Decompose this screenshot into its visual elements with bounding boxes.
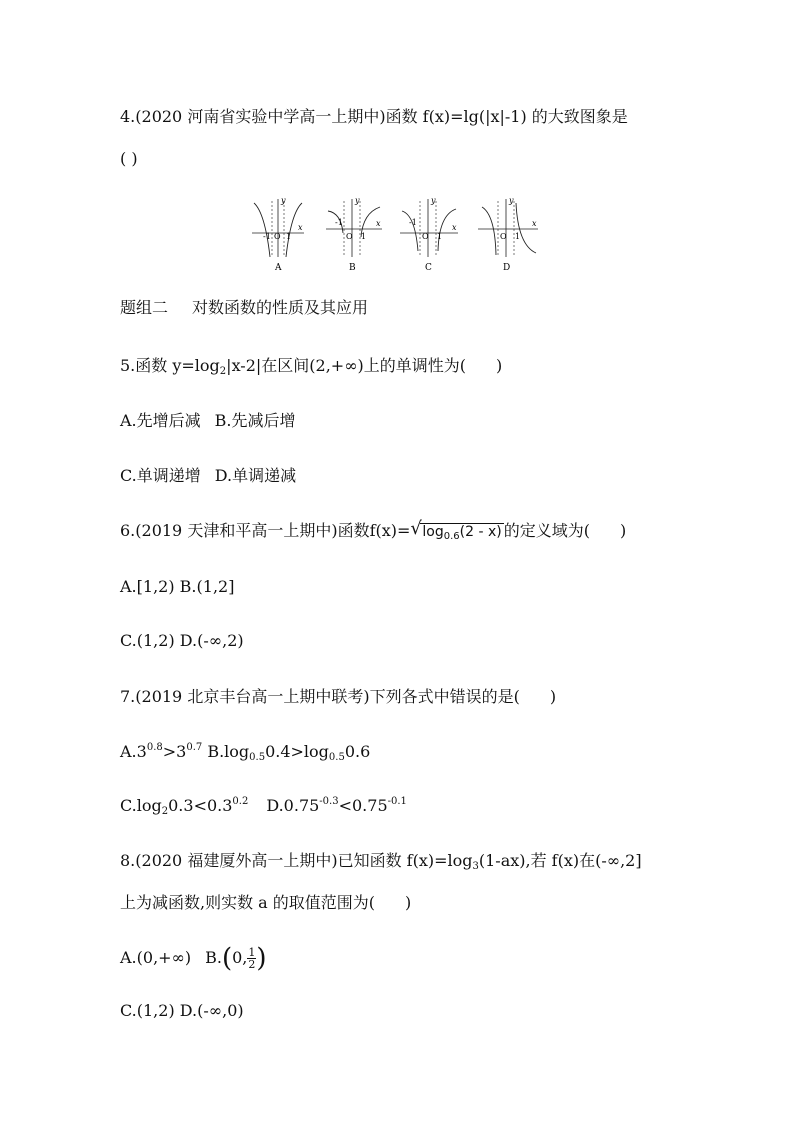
- q5-option-d[interactable]: D.单调递减: [214, 466, 297, 485]
- q5-option-a[interactable]: A.先增后减: [120, 411, 201, 430]
- svg-text:O: O: [500, 232, 507, 241]
- graph-label-b: B: [349, 263, 356, 273]
- svg-text:x: x: [298, 223, 303, 232]
- q6-option-c[interactable]: C.(1,2): [120, 631, 175, 650]
- q5-option-c[interactable]: C.单调递增: [120, 466, 201, 485]
- q6-options-cd: [120, 630, 244, 652]
- svg-text:y: y: [281, 196, 286, 205]
- q7-option-d[interactable]: $D.0.75^{-0.3}<0.75^{-0.1}$: [266, 796, 407, 815]
- q8-options-ab: [120, 943, 267, 974]
- q4-blank: ( ): [120, 149, 138, 168]
- q4-stem: 4.(2020 河南省实验中学高一上期中)函数 f(x)=lg(|x|-1) 的大致图象是: [120, 107, 628, 126]
- svg-text:x: x: [452, 223, 457, 232]
- svg-text:x: x: [376, 219, 381, 228]
- svg-text:1: 1: [515, 232, 521, 241]
- q7-options-cd: [120, 795, 407, 817]
- q7-option-a[interactable]: $A.3^{0.8}>3^{0.7}$: [120, 742, 203, 761]
- svg-text:y: y: [431, 196, 436, 205]
- q5-options-ab: [120, 410, 296, 432]
- q5-options-cd: [120, 465, 296, 487]
- q5-option-b[interactable]: B.先减后增: [214, 411, 296, 430]
- q5-stem: 5.函数 $y=\log_2|x-2|$在区间(2,+∞)上的单调性为( ): [120, 356, 503, 377]
- svg-text:y: y: [509, 196, 514, 205]
- svg-text:1: 1: [437, 232, 443, 241]
- svg-text:1: 1: [361, 232, 367, 241]
- q8-option-d[interactable]: D.(-∞,0): [179, 1001, 244, 1020]
- graph-d: [478, 196, 538, 273]
- q4-graph-options: [248, 193, 548, 273]
- sqrt-expression: √ $\log_{0.6}(2 - x)$: [410, 518, 502, 542]
- svg-text:-1: -1: [263, 232, 271, 241]
- graph-label-a: A: [275, 263, 282, 273]
- q6-option-a[interactable]: A.[1,2): [120, 577, 175, 596]
- svg-text:-1: -1: [335, 218, 343, 227]
- section-heading: 题组二 对数函数的性质及其应用: [120, 298, 369, 317]
- svg-text:1: 1: [286, 232, 292, 241]
- svg-text:-1: -1: [409, 218, 417, 227]
- svg-text:O: O: [274, 232, 281, 241]
- graph-c: [400, 196, 458, 273]
- graph-b: [326, 196, 382, 273]
- q8-stem-line2: 上为减函数,则实数 a 的取值范围为( ): [120, 893, 412, 912]
- q8-stem-line1: 8.(2020 福建厦外高一上期中)已知函数 $f(x)=\log_3(1-ax)$,若 f(x)在(-∞,2]: [120, 851, 642, 872]
- q6-option-d[interactable]: D.(-∞,2): [179, 631, 244, 650]
- q7-option-c[interactable]: $C.\log_20.3<0.3^{0.2}$: [120, 796, 249, 817]
- q7-stem: 7.(2019 北京丰台高一上期中联考)下列各式中错误的是( ): [120, 687, 557, 706]
- fraction: $\frac{1}{2}$: [248, 946, 256, 971]
- q8-option-b[interactable]: B.(0, $\frac{1}{2}$ ): [205, 943, 267, 974]
- svg-text:O: O: [346, 232, 353, 241]
- graph-label-c: C: [425, 263, 432, 273]
- q8-option-a[interactable]: A.(0,+∞): [120, 948, 192, 967]
- q6-stem: 6.(2019 天津和平高一上期中)函数f(x)= √ $\log_{0.6}(2 - x)$ 的定义域为( ): [120, 518, 627, 542]
- q7-option-b[interactable]: $B.\log_{0.5}0.4>\log_{0.5}0.6$: [207, 742, 371, 763]
- q8-options-cd: [120, 1000, 244, 1022]
- q6-option-b[interactable]: B.(1,2]: [179, 577, 235, 596]
- q6-options-ab: [120, 576, 234, 598]
- svg-text:y: y: [355, 196, 360, 205]
- svg-text:x: x: [532, 219, 537, 228]
- q7-options-ab: [120, 741, 370, 763]
- graph-label-d: D: [503, 263, 511, 273]
- graph-a: [252, 196, 304, 273]
- q8-option-c[interactable]: C.(1,2): [120, 1001, 175, 1020]
- svg-text:O: O: [422, 232, 429, 241]
